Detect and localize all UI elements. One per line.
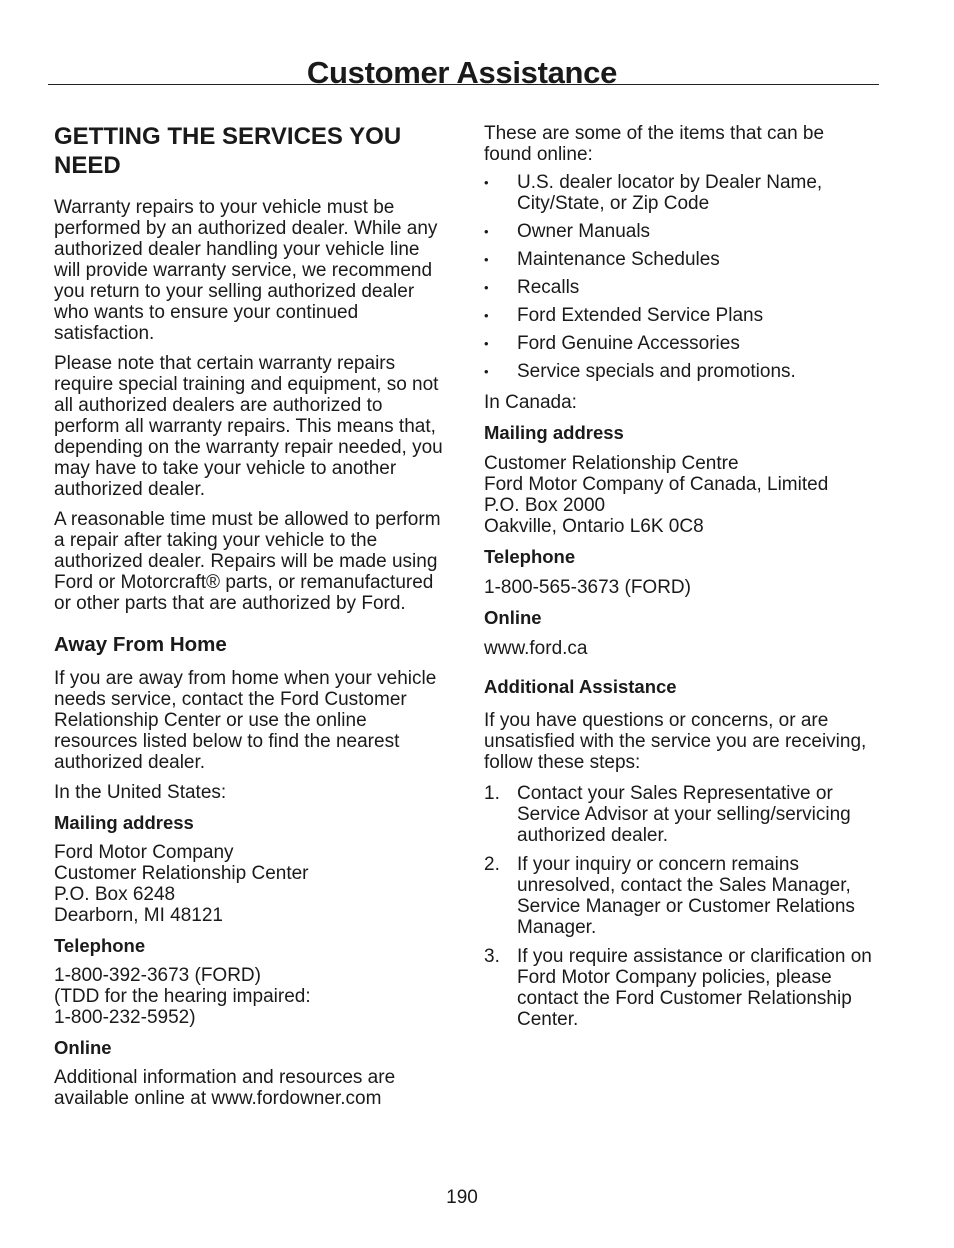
list-item <box>484 783 876 846</box>
address-line: Customer Relationship Centre <box>484 453 739 474</box>
label-telephone-canada: Telephone <box>484 546 576 567</box>
label-mailing-address-canada: Mailing address <box>484 422 624 443</box>
left-column <box>54 122 446 1109</box>
paragraph-away-from-home: If you are away from home when your vehicle needs service, contact the Ford Customer Relationship Center or use the online resources listed below to find the nearest authorized dealer. <box>54 668 437 773</box>
telephone-line: (TDD for the hearing impaired: <box>54 986 311 1007</box>
online-items-intro: These are some of the items that can be found online: <box>484 123 825 165</box>
additional-assistance-intro: If you have questions or concerns, or are unsatisfied with the service you are receiving, follow these steps: <box>484 710 867 773</box>
list-item: • Owner Manuals <box>484 221 876 242</box>
us-intro: In the United States: <box>54 782 227 803</box>
address-line: P.O. Box 2000 <box>484 495 606 516</box>
us-mailing-address <box>54 842 446 926</box>
assistance-steps-list <box>484 783 876 1030</box>
telephone-line: 1-800-392-3673 (FORD) <box>54 965 261 986</box>
canada-intro: In Canada: <box>484 392 577 413</box>
label-mailing-address-us: Mailing address <box>54 812 194 833</box>
address-line: Ford Motor Company of Canada, Limited <box>484 474 829 495</box>
address-line: Dearborn, MI 48121 <box>54 905 223 926</box>
section-heading-getting-services: GETTING THE SERVICES YOU NEED <box>54 123 402 179</box>
label-telephone-us: Telephone <box>54 935 146 956</box>
list-item <box>484 946 876 1030</box>
step-text: If your inquiry or concern remains unresolved, contact the Sales Manager, Service Manager or Customer Relations Manager. <box>517 854 855 938</box>
paragraph-special-training: Please note that certain warranty repairs require special training and equipment, so not all authorized dealers are authorized to perform all warranty repairs. This means that, depending on the warranty repair needed, you may have to take your vehicle to another authorized dealer. <box>54 353 443 500</box>
step-text: Contact your Sales Representative or Service Advisor at your selling/servicing authorized dealer. <box>517 783 851 846</box>
online-items-list <box>484 172 876 382</box>
step-number: 3. <box>484 946 500 967</box>
address-line: Ford Motor Company <box>54 842 234 863</box>
right-column <box>484 123 876 1038</box>
step-text: If you require assistance or clarification on Ford Motor Company policies, please contact the Ford Customer Relationship Center. <box>517 946 872 1030</box>
canada-mailing-address <box>484 453 876 537</box>
address-line: Customer Relationship Center <box>54 863 309 884</box>
page-title: Customer Assistance <box>306 54 618 90</box>
step-number: 2. <box>484 854 500 875</box>
list-item: • Service specials and promotions. <box>484 361 876 382</box>
list-item: • Maintenance Schedules <box>484 249 876 270</box>
label-online-us: Online <box>54 1037 112 1058</box>
page-number: 190 <box>446 1187 478 1208</box>
label-online-canada: Online <box>484 607 542 628</box>
list-item <box>484 854 876 938</box>
list-item: • Recalls <box>484 277 876 298</box>
list-item: • Ford Genuine Accessories <box>484 333 876 354</box>
us-telephone <box>54 965 446 1028</box>
step-number: 1. <box>484 783 500 804</box>
canada-online-url: www.ford.ca <box>484 638 588 659</box>
subheading-away-from-home: Away From Home <box>54 633 227 656</box>
title-divider <box>48 84 879 85</box>
paragraph-reasonable-time: A reasonable time must be allowed to perform a repair after taking your vehicle to the authorized dealer. Repairs will be made using Ford or Motorcraft® parts, or remanufactured or other parts that are authorized by Ford. <box>54 509 441 614</box>
paragraph-warranty-repairs: Warranty repairs to your vehicle must be performed by an authorized dealer. While any authorized dealer handling your vehicle line will provide warranty service, we recommend you return to your selling authorized dealer who wants to ensure your continued satisfaction. <box>54 197 438 344</box>
canada-telephone: 1-800-565-3673 (FORD) <box>484 577 691 598</box>
list-item: • Ford Extended Service Plans <box>484 305 876 326</box>
telephone-line: 1-800-232-5952) <box>54 1007 196 1028</box>
us-online-text: Additional information and resources are available online at www.fordowner.com <box>54 1067 396 1109</box>
subheading-additional-assistance: Additional Assistance <box>484 676 677 697</box>
address-line: P.O. Box 6248 <box>54 884 176 905</box>
address-line: Oakville, Ontario L6K 0C8 <box>484 516 704 537</box>
list-item: • U.S. dealer locator by Dealer Name, City/State, or Zip Code <box>484 172 876 214</box>
